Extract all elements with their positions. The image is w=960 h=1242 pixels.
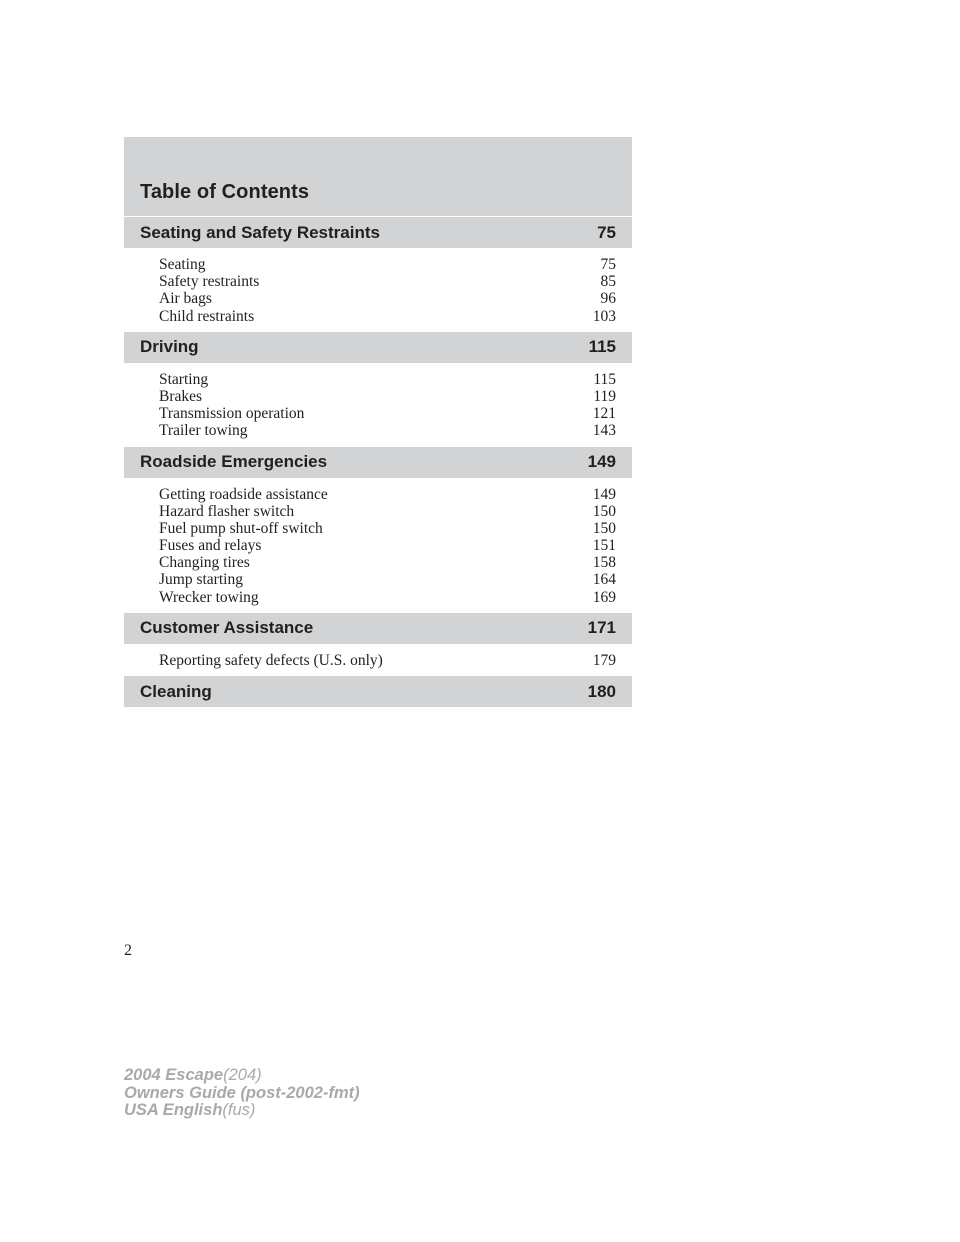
- item-label: Jump starting: [159, 571, 243, 589]
- section-page: 171: [587, 618, 616, 638]
- footer-model-code: (204): [223, 1066, 262, 1084]
- section-title: Customer Assistance: [140, 618, 314, 638]
- item-label: Getting roadside assistance: [159, 485, 328, 503]
- item-page: 85: [600, 273, 616, 291]
- section-title: Seating and Safety Restraints: [140, 222, 380, 242]
- section-header-seating[interactable]: [124, 217, 632, 248]
- section-header-roadside-emergencies[interactable]: [124, 447, 632, 478]
- section-title: Cleaning: [140, 681, 212, 701]
- list-item[interactable]: [159, 273, 616, 290]
- item-page: 143: [592, 422, 616, 440]
- item-label: Trailer towing: [159, 422, 248, 440]
- section-title: Driving: [140, 337, 199, 357]
- item-label: Fuses and relays: [159, 537, 262, 555]
- item-label: Brakes: [159, 387, 203, 405]
- item-label: Changing tires: [159, 554, 250, 572]
- footer-line-guide: [124, 1085, 360, 1103]
- list-item[interactable]: [159, 571, 616, 588]
- footer: [124, 1067, 360, 1120]
- item-label: Wrecker towing: [159, 588, 259, 606]
- list-item[interactable]: [159, 520, 616, 537]
- section-header-cleaning[interactable]: [124, 676, 632, 707]
- list-item[interactable]: [159, 371, 616, 388]
- item-page: 121: [592, 405, 616, 423]
- item-page: 164: [592, 571, 616, 589]
- list-item[interactable]: [159, 256, 616, 273]
- footer-model: 2004 Escape: [124, 1066, 224, 1084]
- list-item[interactable]: [159, 422, 616, 439]
- list-item[interactable]: [159, 388, 616, 405]
- table-of-contents: [124, 137, 632, 707]
- page-title: Table of Contents: [140, 181, 310, 203]
- item-label: Safety restraints: [159, 273, 260, 291]
- item-page: 103: [592, 307, 616, 325]
- list-item[interactable]: [159, 290, 616, 307]
- section-page: 75: [597, 222, 616, 242]
- section-header-customer-assistance[interactable]: [124, 613, 632, 644]
- item-label: Child restraints: [159, 307, 255, 325]
- page-number: 2: [124, 942, 132, 959]
- item-label: Fuel pump shut-off switch: [159, 519, 323, 537]
- section-items-seating: [124, 248, 632, 329]
- section-items-driving: [124, 363, 632, 444]
- toc-header: [124, 137, 632, 216]
- section-title: Roadside Emergencies: [140, 452, 328, 471]
- footer-line-language: [124, 1102, 360, 1120]
- list-item[interactable]: [159, 405, 616, 422]
- list-item[interactable]: [159, 308, 616, 325]
- item-label: Seating: [159, 256, 206, 273]
- section-items-customer-assistance: [124, 644, 632, 673]
- footer-language: USA English: [124, 1101, 223, 1119]
- list-item[interactable]: [159, 652, 616, 669]
- item-page: 158: [592, 554, 616, 572]
- footer-guide: Owners Guide (post-2002-fmt): [124, 1083, 360, 1102]
- item-page: 96: [600, 290, 616, 308]
- item-page: 150: [592, 502, 616, 520]
- footer-language-code: (fus): [222, 1101, 256, 1119]
- item-label: Reporting safety defects (U.S. only): [159, 651, 383, 669]
- item-page: 149: [592, 485, 616, 503]
- item-page: 179: [592, 651, 616, 669]
- item-label: Transmission operation: [159, 405, 305, 423]
- item-page: 151: [592, 537, 616, 555]
- item-page: 150: [592, 519, 616, 537]
- item-label: Hazard flasher switch: [159, 502, 295, 520]
- list-item[interactable]: [159, 554, 616, 571]
- section-items-roadside-emergencies: [124, 478, 632, 610]
- list-item[interactable]: [159, 589, 616, 606]
- list-item[interactable]: [159, 486, 616, 503]
- section-page: 180: [587, 681, 616, 701]
- item-page: 75: [600, 256, 616, 273]
- list-item[interactable]: [159, 503, 616, 520]
- section-page: 149: [587, 452, 616, 471]
- item-page: 115: [593, 370, 616, 388]
- item-page: 169: [592, 588, 616, 606]
- section-page: 115: [588, 337, 616, 357]
- section-header-driving[interactable]: [124, 332, 632, 363]
- item-label: Air bags: [159, 290, 212, 308]
- footer-line-model: [124, 1067, 360, 1085]
- list-item[interactable]: [159, 537, 616, 554]
- item-page: 119: [593, 387, 616, 405]
- item-label: Starting: [159, 370, 209, 388]
